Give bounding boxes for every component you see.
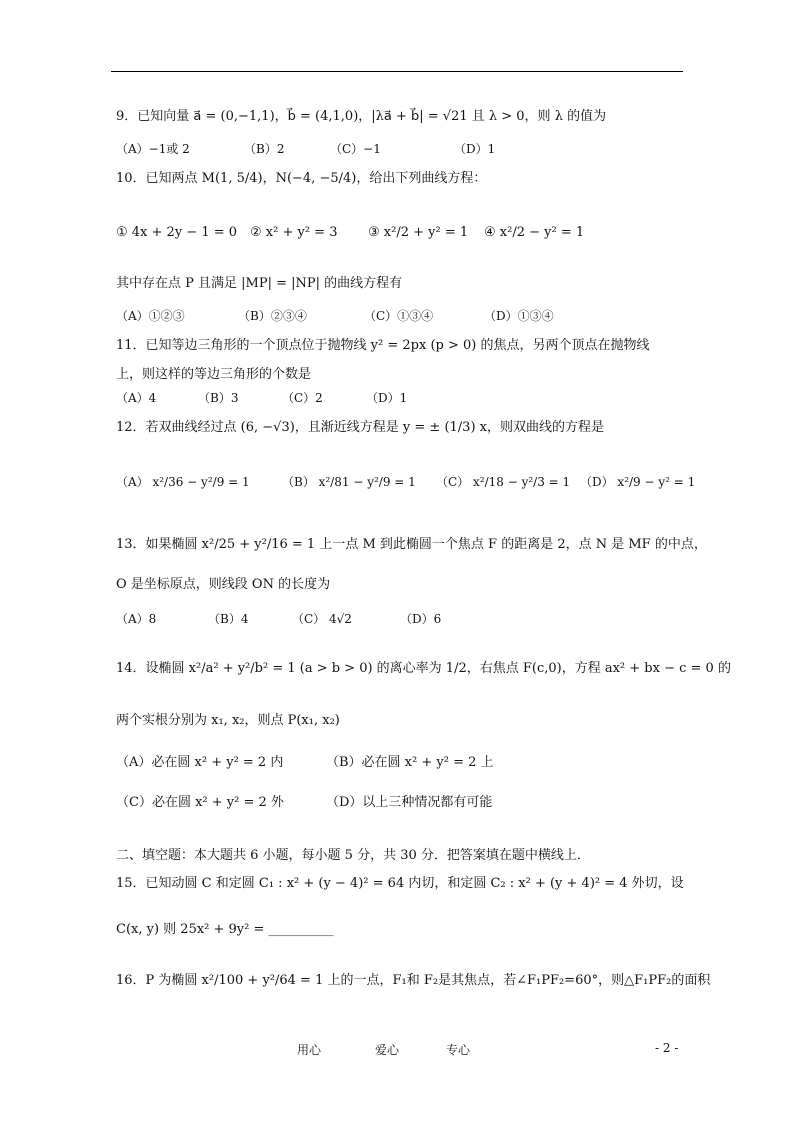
q10-option-d: （D）①③④ [484,309,554,323]
q13-option-a: （A）8 [116,612,157,626]
q13-option-c: （C） 4√2 [292,612,352,626]
q10-option-c: （C）①③④ [364,309,434,323]
q12-option-b: （B） x²/81 − y²/9 = 1 [282,475,416,489]
q10-curve-4: ④ x²/2 − y² = 1 [484,225,585,240]
q11-stem-line1: 11．已知等边三角形的一个顶点位于抛物线 y² = 2px (p > 0) 的焦点，另两个顶点在抛物线 [116,338,650,353]
q13-option-d: （D）6 [400,612,442,626]
q14-option-a: （A）必在圆 x² + y² = 2 内 [116,755,284,770]
header-rule [111,71,683,72]
q10-option-a: （A）①②③ [116,309,185,323]
q14-option-c: （C）必在圆 x² + y² = 2 外 [116,795,284,810]
q12-option-d: （D） x²/9 − y² = 1 [580,475,696,489]
page-number: - 2 - [655,1041,679,1055]
q11-option-a: （A）4 [116,391,157,405]
q11-stem-line2: 上，则这样的等边三角形的个数是 [116,367,312,382]
q9-stem: 9．已知向量 a⃗ = (0,−1,1)，b⃗ = (4,1,0)，|λa⃗ + b⃗| = √21 且 λ > 0，则 λ 的值为 [116,109,607,124]
q9-option-b: （B）2 [244,142,285,156]
q13-stem-line2: O 是坐标原点，则线段 ON 的长度为 [116,577,331,592]
q11-option-c: （C）2 [282,391,323,405]
q14-option-d: （D）以上三种情况都有可能 [326,795,493,810]
q13-option-b: （B）4 [208,612,249,626]
q10-question: 其中存在点 P 且满足 |MP| = |NP| 的曲线方程有 [116,276,403,291]
q14-option-b: （B）必在圆 x² + y² = 2 上 [326,755,494,770]
q14-stem-line1: 14．设椭圆 x²/a² + y²/b² = 1 (a > b > 0) 的离心率为 1/2，右焦点 F(c,0)，方程 ax² + bx − c = 0 的 [116,661,731,676]
q15-stem-line1: 15．已知动圆 C 和定圆 C₁ : x² + (y − 4)² = 64 内切，和定圆 C₂ : x² + (y + 4)² = 4 外切，设 [116,876,684,891]
q14-stem-line2: 两个实根分别为 x₁, x₂，则点 P(x₁, x₂) [116,713,340,728]
q10-curve-2: ② x² + y² = 3 [250,225,338,240]
q12-option-c: （C） x²/18 − y²/3 = 1 [436,475,571,489]
q10-curve-1: ① 4x + 2y − 1 = 0 [116,225,238,240]
footer-item-2: 爱心 [375,1043,400,1057]
q9-option-a: （A）−1或 2 [116,142,190,156]
q12-stem: 12．若双曲线经过点 (6, −√3)，且渐近线方程是 y = ± (1/3) x，则双曲线的方程是 [116,420,604,435]
q13-stem-line1: 13．如果椭圆 x²/25 + y²/16 = 1 上一点 M 到此椭圆一个焦点 F 的距离是 2，点 N 是 MF 的中点， [116,537,707,552]
q10-stem: 10．已知两点 M(1, 5/4)，N(−4, −5/4)，给出下列曲线方程： [116,171,487,186]
footer-item-3: 专心 [446,1043,471,1057]
q11-option-d: （D）1 [366,391,408,405]
q9-option-c: （C）−1 [330,142,381,156]
q10-curve-3: ③ x²/2 + y² = 1 [368,225,469,240]
q15-stem-line2: C(x, y) 则 25x² + 9y² = __________ [116,922,334,937]
q12-option-a: （A） x²/36 − y²/9 = 1 [116,475,250,489]
q11-option-b: （B）3 [198,391,239,405]
q16-stem: 16．P 为椭圆 x²/100 + y²/64 = 1 上的一点，F₁和 F₂是其焦点，若∠F₁PF₂=60°，则△F₁PF₂的面积 [116,973,711,988]
section2-heading: 二、填空题：本大题共 6 小题，每小题 5 分，共 30 分．把答案填在题中横线上． [116,848,590,863]
footer-item-1: 用心 [297,1043,322,1057]
q10-option-b: （B）②③④ [238,309,307,323]
q9-option-d: （D）1 [454,142,496,156]
